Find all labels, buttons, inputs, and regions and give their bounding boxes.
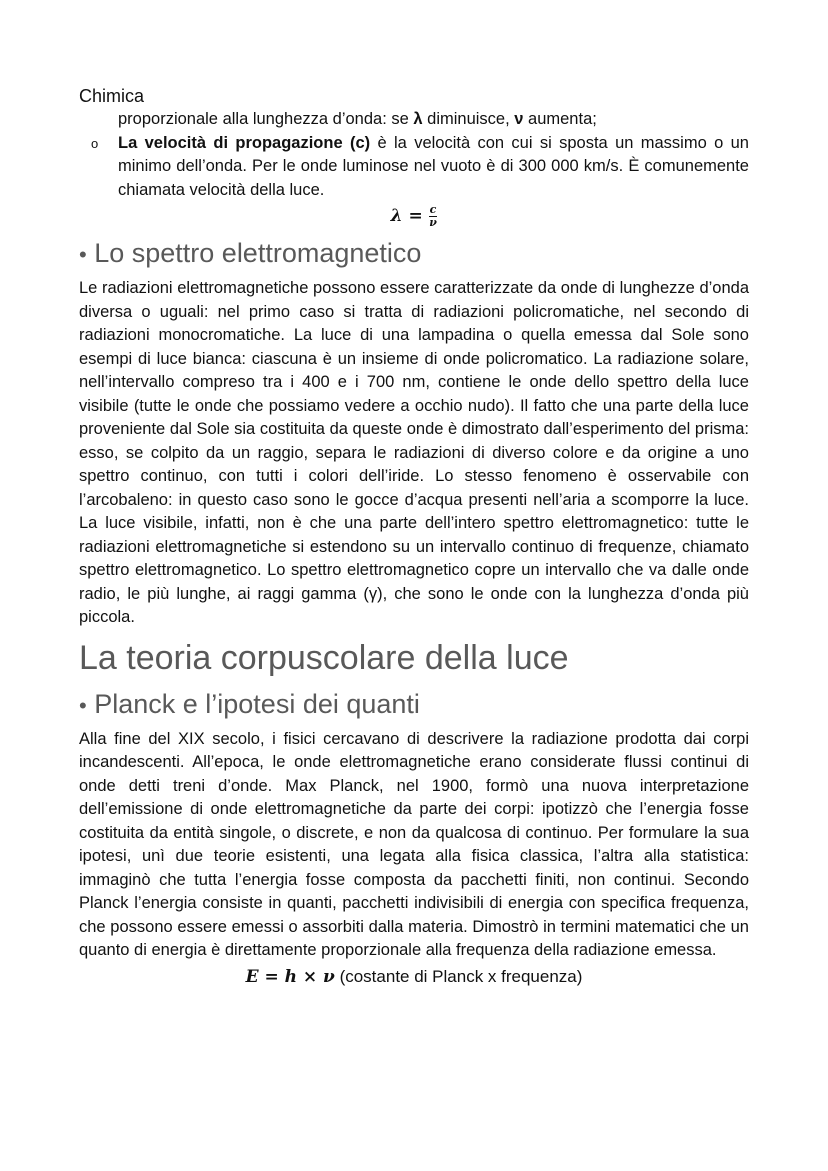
velocity-text: è la velocità con cui si sposta un massimo o un minimo dell’onda. Per le onde luminose nel vuoto è di 300 000 km/s. È comunemente chiamata velocità della luce. [118, 133, 749, 199]
section-heading-spectrum [79, 235, 749, 273]
fraction-numerator: c [429, 203, 437, 216]
section-title: Lo spettro elettromagnetico [94, 238, 422, 268]
formula-math: E = h × ν [245, 966, 335, 987]
planck-paragraph: Alla fine del XIX secolo, i fisici cercavano di descrivere la radiazione prodotta dai corpi incandescenti. All’epoca, le onde elettromagnetiche erano considerate flussi continui di onde detti treni d’onde. Max Planck, nel 1900, formò una nuova interpretazione dell’emissione di onde elettromagnetiche da parte dei corpi: ipotizzò che l’energia fosse costituita da entità singole, o discrete, e non da qualcosa di continuo. Per formulare la sua ipotesi, unì due teorie esistenti, una legata alla fisica classica, l’altra alla statistica: immaginò che tutta l’energia fosse composta da pacchetti finiti, non continui. Secondo Planck l’energia consiste in quanti, pacchetti indivisibili di energia con specifica frequenza, che possono essere emessi o assorbiti dalla materia. Dimostrò in termini matematici che un quanto di energia è direttamente proporzionale alla frequenza della radiazione emessa. [79, 729, 749, 959]
lambda-symbol: λ [413, 110, 423, 128]
fraction [429, 204, 438, 229]
wavelength-formula [79, 204, 749, 229]
continuation-text-mid: diminuisce, [422, 110, 515, 128]
velocity-term: La velocità di propagazione (c) [118, 133, 371, 152]
chapter-title: La teoria corpuscolare della luce [79, 638, 569, 677]
velocity-bullet [91, 132, 749, 203]
planck-formula [79, 967, 749, 987]
section-heading-planck [79, 686, 749, 724]
nu-symbol: ν [514, 110, 524, 128]
continuation-text-pre: proporzionale alla lunghezza d’onda: se [118, 110, 414, 128]
subject-header: Chimica [79, 86, 145, 106]
section-title: Planck e l’ipotesi dei quanti [94, 688, 420, 719]
fraction-denominator: ν [429, 216, 437, 229]
continuation-line [118, 108, 749, 132]
spectrum-paragraph: Le radiazioni elettromagnetiche possono essere caratterizzate da onde di lunghezze d’onda diversa o uguali: nel primo caso si tratta di radiazioni policromatiche, nel secondo di radiazioni monocromatiche. La luce di una lampadina o quella emessa dal Sole sono esempi di luce bianca: ciascuna è un insieme di onde policromatico. La radiazione solare, nell’intervallo compreso tra i 400 e i 700 nm, contiene le onde dello spettro della luce visibile (tutte le onde che possiamo vedere a occhio nudo). Il fatto che una parte della luce proveniente dal Sole sia costituita da queste onde è dimostrato dall’esperimento del prisma: esso, se colpito da un raggio, separa le radiazioni di diverso colore e da origine a uno spettro continuo, con tutti i colori dell’iride. Lo stesso fenomeno è osservabile con l’arcobaleno: in questo caso sono le gocce d’acqua presenti nell’aria a scomporre la luce. La luce visibile, infatti, non è che una parte dell’intero spettro elettromagnetico: tutte le radiazioni elettromagnetiche si estendono su un intervallo continuo di frequenze, chiamato spettro elettromagnetico. Lo spettro elettromagnetico copre un intervallo che va dalle onde radio, le più lunghe, ai raggi gamma (γ), che sono le onde con la lunghezza d’onda più piccola. [79, 279, 749, 626]
bullet-icon: • [79, 692, 87, 718]
document-page [79, 84, 749, 987]
circle-bullet-icon: o [91, 135, 99, 151]
bullet-icon: • [79, 242, 87, 267]
formula-lhs: λ = [390, 206, 423, 226]
continuation-text-post: aumenta; [523, 110, 597, 128]
formula-note: (costante di Planck x frequenza) [334, 966, 583, 986]
